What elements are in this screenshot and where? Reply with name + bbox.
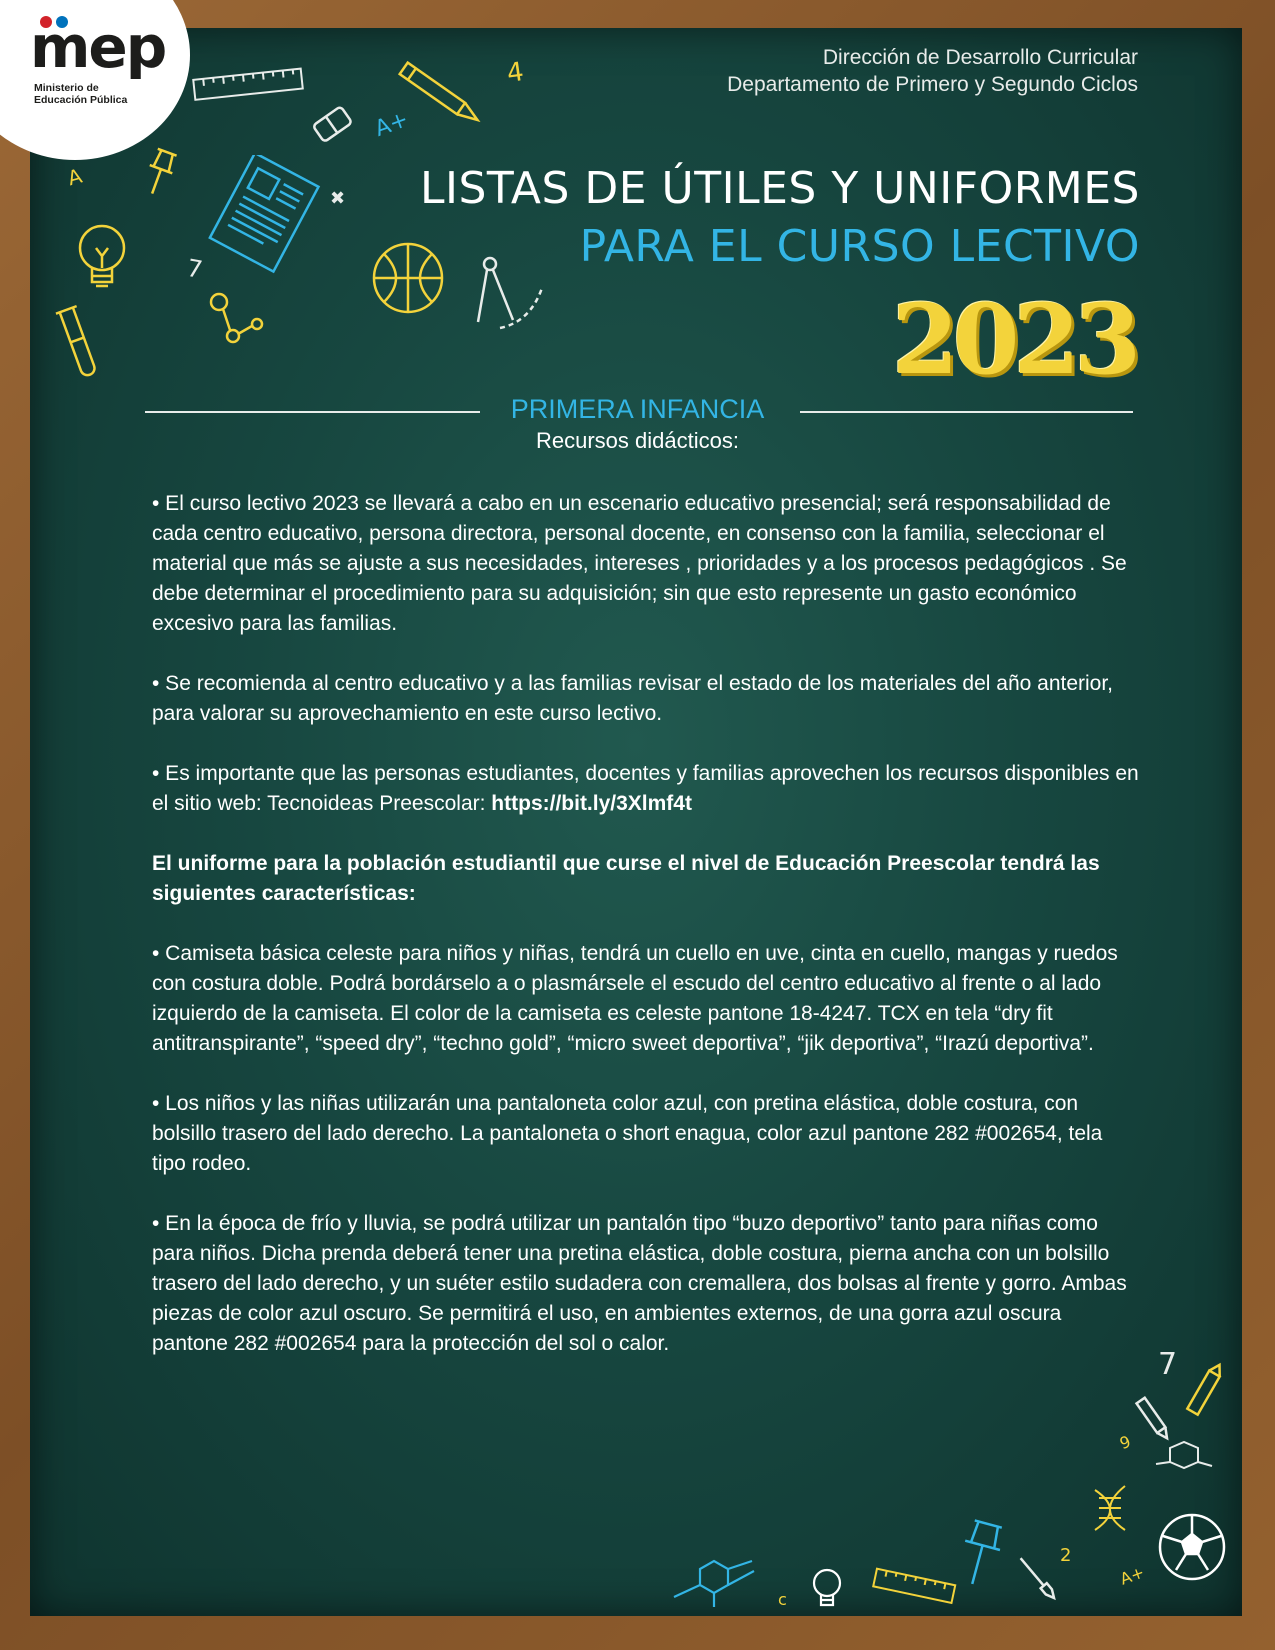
paragraph-shirt: • Camiseta básica celeste para niños y niñas, tendrá un cuello en uve, cinta en cuello, mangas y ruedos con costura doble. Podrá bordárselo a o plasmársele el escudo del centro educativo al frente o al lado izquierdo de la camiseta. El color de la camiseta es celeste pantone 18-4247. TCX en tela “dry fit antitranspirante”, “speed dry”, “techno gold”, “micro sweet deportiva”, “jik deportiva”, “Irazú deportiva”. bbox=[152, 942, 1118, 1055]
pushpin-icon bbox=[140, 145, 180, 200]
test-tube-icon bbox=[48, 300, 108, 390]
molecule-icon bbox=[207, 290, 267, 350]
department-label: Departamento de Primero y Segundo Ciclos bbox=[727, 73, 1138, 96]
molecule-icon-hex bbox=[670, 1555, 760, 1615]
tecnoideas-link[interactable]: https://bit.ly/3Xlmf4t bbox=[491, 792, 692, 815]
dna-icon bbox=[1085, 1480, 1145, 1550]
chalk-letter-a-plus-bottom: A+ bbox=[1117, 1562, 1147, 1589]
chalk-number-7: 7 bbox=[184, 253, 205, 285]
logo-subtitle: Ministerio de Educación Pública bbox=[34, 82, 128, 106]
chalk-small-mark: c bbox=[778, 1590, 787, 1609]
direction-label: Dirección de Desarrollo Curricular bbox=[822, 46, 1138, 69]
lightbulb-icon bbox=[70, 220, 140, 310]
chalk-number-9: 9 bbox=[1117, 1431, 1134, 1454]
paragraph-cold-weather: • En la época de frío y lluvia, se podrá utilizar un pantalón tipo “buzo deportivo” tanto para niñas como para niños. Dicha prenda deberá tener una pretina elástica, doble costura, pierna ancha con un bolsillo trasero del lado derecho, y un suéter estilo sudadera con cremallera, dos bolsas al frente y gorro. Ambas piezas de color azul oscuro. Se permitirá el uso, en ambientes externos, de una gorra azul oscura pantone 282 #002654 para la protección del sol o calor. bbox=[152, 1212, 1127, 1355]
paragraph-2: • Se recomienda al centro educativo y a las familias revisar el estado de los materiales del año anterior, para valorar su aprovechamiento en este curso lectivo. bbox=[152, 672, 1114, 725]
chalk-number-2: 2 bbox=[1060, 1545, 1072, 1566]
paragraph-3 bbox=[152, 759, 1142, 819]
chalk-number-4: 4 bbox=[504, 56, 526, 90]
paragraph-3-text: • Es importante que las personas estudiantes, docentes y familias aprovechen los recursos disponibles en el sitio web: Tecnoideas Preescolar: bbox=[152, 762, 1139, 815]
section-subheading: Recursos didácticos: bbox=[536, 428, 739, 453]
soccer-ball-icon bbox=[1155, 1510, 1230, 1585]
ruler-icon bbox=[190, 64, 310, 104]
paintbrush-icon bbox=[1005, 1545, 1065, 1615]
molecule-icon-bottom bbox=[1150, 1440, 1220, 1480]
body-content bbox=[152, 489, 1142, 1389]
mep-logo: mep bbox=[30, 13, 166, 81]
paragraph-shorts: • Los niños y las niñas utilizarán una pantaloneta color azul, con pretina elástica, doble costura, con bolsillo trasero del lado derecho. La pantaloneta o short enagua, color azul pantone 282 #002654, tela tipo rodeo. bbox=[152, 1092, 1103, 1175]
pencil-icon-bottom bbox=[1180, 1350, 1230, 1430]
department-header bbox=[727, 44, 1138, 98]
section-heading: PRIMERA INFANCIA bbox=[510, 394, 765, 424]
chalk-number-7-bottom: 7 bbox=[1158, 1347, 1178, 1382]
year-title: 2023 bbox=[891, 283, 1135, 396]
paragraph-1: • El curso lectivo 2023 se llevará a cabo en un escenario educativo presencial; será responsabilidad de cada centro educativo, persona directora, personal docente, en consenso con la familia, seleccionar el material que más se ajuste a sus necesidades, intereses , prioridades y a los procesos pedagógicos . Se debe determinar el procedimiento para su adquisición; sin que esto represente un gasto económico excesivo para las familias. bbox=[152, 492, 1127, 635]
ruler-icon-bottom bbox=[870, 1565, 960, 1610]
page-title-line2: PARA EL CURSO LECTIVO bbox=[579, 221, 1140, 272]
chalk-letter-a: A bbox=[65, 163, 85, 191]
document-icon bbox=[205, 155, 325, 275]
chalk-letter-a-plus: A+ bbox=[371, 107, 412, 142]
eraser-icon bbox=[308, 100, 358, 150]
page-title-line1: LISTAS DE ÚTILES Y UNIFORMES bbox=[419, 163, 1140, 214]
chalk-x-mark: ✖ bbox=[330, 188, 346, 209]
uniform-intro: El uniforme para la población estudiantil que curse el nivel de Educación Preescolar tendrá las siguientes características: bbox=[152, 852, 1100, 905]
compass-icon bbox=[470, 250, 550, 340]
lightbulb-icon-bottom bbox=[805, 1565, 850, 1620]
basketball-icon bbox=[368, 238, 448, 318]
